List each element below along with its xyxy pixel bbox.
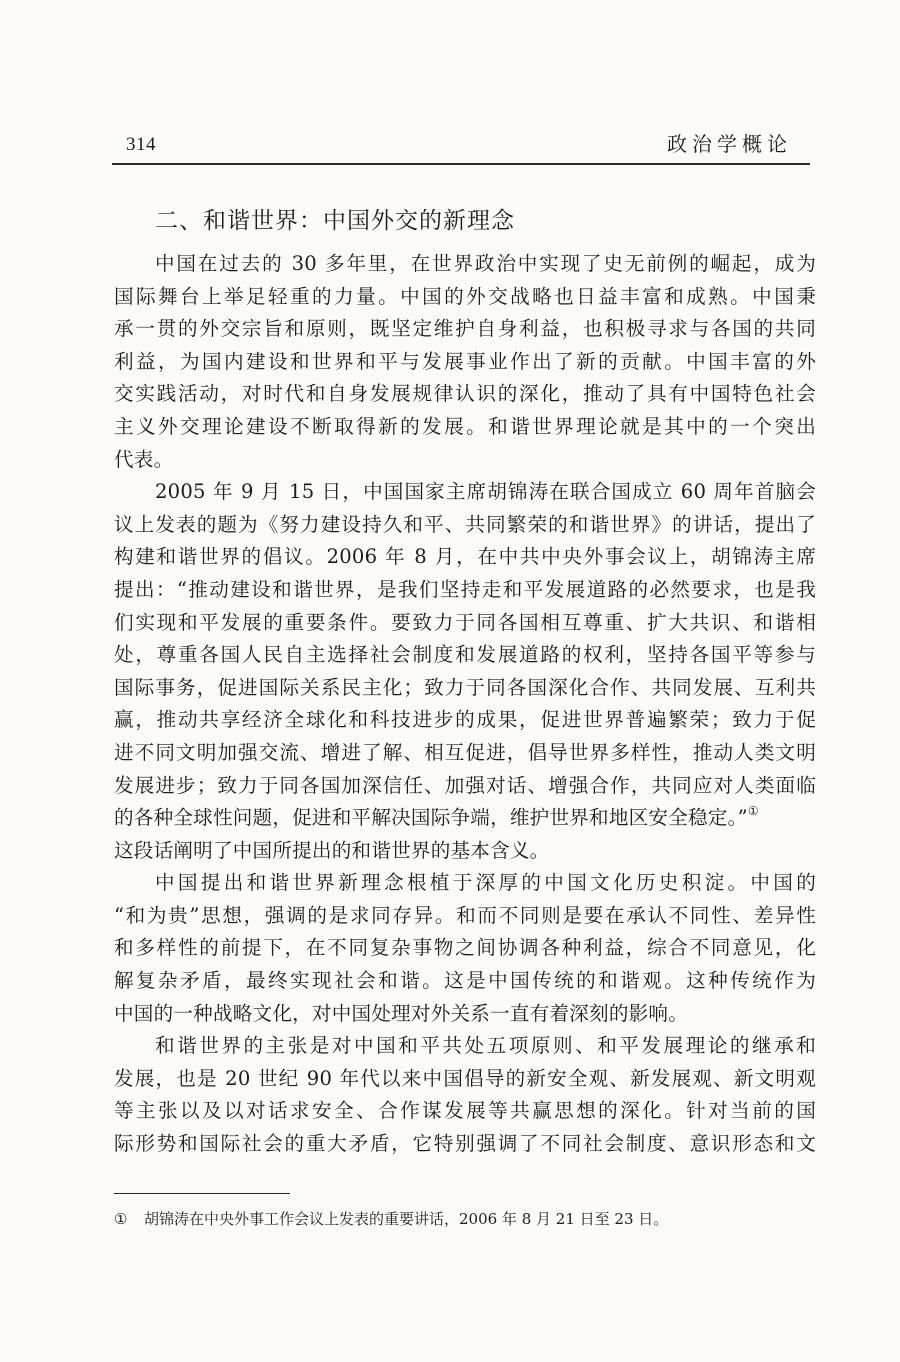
paragraph-2-line-4: 提出：“推动建设和谐世界，是我们坚持走和平发展道路的必然要求，也是我	[114, 577, 816, 601]
body-text	[114, 248, 816, 1161]
footnote-mark: ①	[114, 1210, 128, 1228]
paragraph-4-line-4: 际形势和国际社会的重大矛盾，它特别强调了不同社会制度、意识形态和文	[114, 1132, 816, 1156]
page-number: 314	[126, 134, 156, 155]
header-rule	[112, 163, 810, 165]
page-header	[112, 122, 810, 162]
paragraph-3-line-5: 中国的一种战略文化，对中国处理对外关系一直有着深刻的影响。	[114, 1001, 689, 1025]
footnote-rule	[114, 1193, 290, 1194]
paragraph-4-line-3: 等主张以及以对话求安全、合作谋发展等共赢思想的深化。针对当前的国	[114, 1099, 816, 1123]
paragraph-2-line-7: 国际事务，促进国际关系民主化；致力于同各国深化合作、共同发展、互利共	[114, 675, 816, 699]
paragraph-2-line-5: 们实现和平发展的重要条件。要致力于同各国相互尊重、扩大共识、和谐相	[114, 610, 816, 634]
paragraph-2-line-1: 2005 年 9 月 15 日，中国国家主席胡锦涛在联合国成立 60 周年首脑会	[155, 480, 816, 504]
paragraph-3-line-2: “和为贵”思想，强调的是求同存异。和而不同则是要在承认不同性、差异性	[114, 903, 816, 927]
paragraph-2-line-11	[114, 802, 816, 835]
paragraph-1-line-4: 利益，为国内建设和世界和平与发展事业作出了新的贡献。中国丰富的外	[114, 349, 816, 373]
footnote-reference[interactable]: ①	[747, 804, 759, 819]
paragraph-2-line-11-text: 的各种全球性问题，促进和平解决国际争端，维护世界和地区安全稳定。”	[114, 806, 748, 830]
paragraph-3-line-4: 解复杂矛盾，最终实现社会和谐。这是中国传统的和谐观。这种传统作为	[114, 969, 816, 993]
paragraph-2-line-9: 进不同文明加强交流、增进了解、相互促进，倡导世界多样性，推动人类文明	[114, 740, 816, 764]
paragraph-1-line-3: 承一贯的外交宗旨和原则，既坚定维护自身利益，也积极寻求与各国的共同	[114, 317, 816, 341]
paragraph-4-line-1: 和谐世界的主张是对中国和平共处五项原则、和平发展理论的继承和	[155, 1034, 816, 1058]
paragraph-2-line-2: 议上发表的题为《努力建设持久和平、共同繁荣的和谐世界》的讲话，提出了	[114, 512, 816, 536]
paragraph-1-line-6: 主义外交理论建设不断取得新的发展。和谐世界理论就是其中的一个突出	[114, 414, 816, 438]
section-heading: 二、和谐世界：中国外交的新理念	[155, 208, 515, 234]
paragraph-1-line-5: 交实践活动，对时代和自身发展规律认识的深化，推动了具有中国特色社会	[114, 382, 816, 406]
footnote-text: 胡锦涛在中央外事工作会议上发表的重要讲话，2006 年 8 月 21 日至 23 日。	[144, 1210, 669, 1228]
paragraph-1-line-2: 国际舞台上举足轻重的力量。中国的外交战略也日益丰富和成熟。中国秉	[114, 284, 816, 308]
paragraph-1-line-1: 中国在过去的 30 多年里，在世界政治中实现了史无前例的崛起，成为	[155, 252, 816, 275]
paragraph-2-line-12: 这段话阐明了中国所提出的和谐世界的基本含义。	[114, 838, 550, 862]
paragraph-2-line-10: 发展进步；致力于同各国加深信任、加强对话、增强合作，共同应对人类面临	[114, 773, 816, 797]
paragraph-3-line-3: 和多样性的前提下，在不同复杂事物之间协调各种利益，综合不同意见，化	[114, 936, 816, 960]
running-title: 政治学概论	[667, 132, 792, 156]
paragraph-4-line-2: 发展，也是 20 世纪 90 年代以来中国倡导的新安全观、新发展观、新文明观	[114, 1066, 816, 1090]
paragraph-2-line-6: 处，尊重各国人民自主选择社会制度和发展道路的权利，坚持各国平等参与	[114, 643, 816, 667]
paragraph-1-line-7: 代表。	[114, 447, 174, 471]
paragraph-2-line-3: 构建和谐世界的倡议。2006 年 8 月，在中共中央外事会议上，胡锦涛主席	[114, 545, 816, 569]
footnote	[114, 1208, 668, 1229]
paragraph-2-line-8: 赢，推动共享经济全球化和科技进步的成果，促进世界普遍繁荣；致力于促	[114, 708, 816, 732]
paragraph-3-line-1: 中国提出和谐世界新理念根植于深厚的中国文化历史积淀。中国的	[155, 871, 816, 895]
